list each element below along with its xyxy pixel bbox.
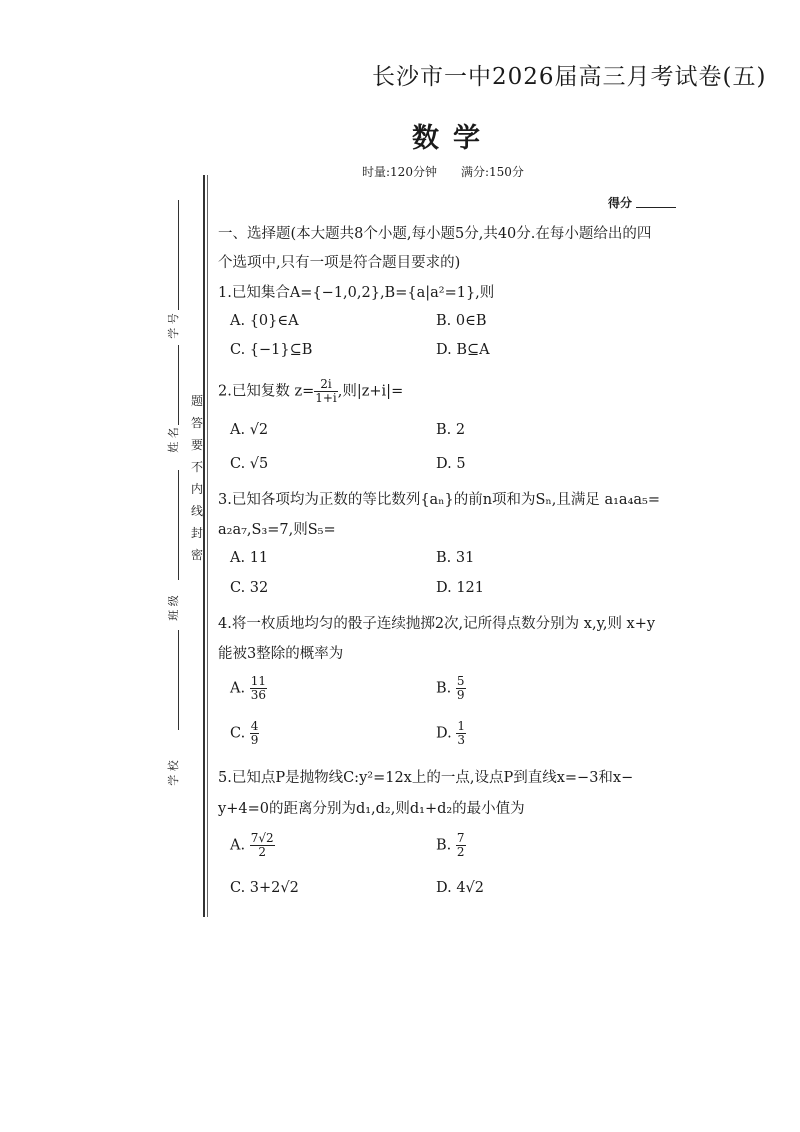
option-letter: D. — [436, 725, 452, 742]
field-line-student-id — [178, 200, 179, 310]
question-5-option-d: D. 4√2 — [436, 880, 485, 896]
question-1-stem: 1.已知集合A={−1,0,2},B={a|a²=1},则 — [218, 285, 495, 301]
fraction-numerator: 7√2 — [250, 831, 274, 845]
question-3-option-a: A. 11 — [230, 550, 269, 566]
seal-notice — [190, 390, 204, 566]
section-heading: 一、选择题(本大题共8个小题,每小题5分,共40分.在每小题给出的四 — [218, 226, 652, 242]
seal-char: 题 — [190, 394, 203, 408]
subject-title: 数学 — [412, 123, 494, 154]
fraction-denominator: 9 — [456, 688, 465, 702]
question-2-stem — [218, 378, 403, 405]
option-letter: C. — [230, 725, 246, 742]
option-fraction — [250, 675, 267, 702]
question-5-stem-cont: y+4=0的距离分别为d₁,d₂,则d₁+d₂的最小值为 — [218, 801, 525, 817]
question-2-option-d: D. 5 — [436, 456, 466, 472]
question-3-stem: 3.已知各项均为正数的等比数列{aₙ}的前n项和为Sₙ,且满足 a₁a₄a₅= — [218, 492, 660, 508]
question-2-stem-suffix: ,则|z+i|= — [337, 383, 404, 400]
option-letter: B. — [436, 837, 452, 854]
fraction-numerator: 1 — [457, 719, 465, 733]
field-label-name: 姓 名 — [166, 427, 180, 453]
question-4-option-b — [436, 675, 466, 702]
question-5-option-b — [436, 832, 466, 859]
question-1-option-b: B. 0∈B — [436, 313, 487, 329]
question-4-stem: 4.将一枚质地均匀的骰子连续抛掷2次,记所得点数分别为 x,y,则 x+y — [218, 616, 656, 632]
option-fraction — [456, 720, 466, 747]
seal-char: 密 — [190, 548, 203, 562]
question-5-stem: 5.已知点P是抛物线C:y²=12x上的一点,设点P到直线x=−3和x− — [218, 770, 634, 786]
school-title: 长沙市一中2026届高三月考试卷(五) — [372, 64, 767, 90]
option-fraction — [456, 675, 466, 702]
question-1-option-a: A. {0}∈A — [230, 313, 299, 329]
option-fraction — [250, 832, 275, 859]
fraction-denominator: 3 — [457, 733, 465, 747]
field-line-class — [178, 470, 179, 580]
exam-info: 时量:120分钟 满分:150分 — [362, 165, 524, 179]
field-line-name — [178, 345, 179, 425]
fraction-denominator: 9 — [250, 733, 259, 747]
field-label-class: 班 级 — [166, 595, 180, 621]
fraction-numerator: 11 — [250, 674, 266, 688]
question-3-option-d: D. 121 — [436, 580, 485, 596]
fraction-numerator: 2i — [320, 377, 332, 391]
fraction-denominator: 2 — [250, 845, 275, 859]
question-4-option-d — [436, 720, 466, 747]
fraction-numerator: 7 — [456, 831, 465, 845]
option-letter: B. — [436, 680, 452, 697]
question-1-option-d: D. B⊆A — [436, 342, 490, 358]
question-4-option-c — [230, 720, 259, 747]
score-blank — [636, 207, 676, 208]
seal-char: 要 — [190, 438, 203, 452]
question-4-option-a — [230, 675, 267, 702]
seal-char: 封 — [190, 526, 203, 540]
fraction-numerator: 4 — [250, 719, 259, 733]
question-2-fraction — [314, 378, 338, 405]
option-fraction — [456, 832, 466, 859]
binding-inner-line — [207, 175, 208, 917]
score-label: 得分 — [608, 196, 633, 210]
question-3-option-b: B. 31 — [436, 550, 475, 566]
question-5-option-c: C. 3+2√2 — [230, 880, 299, 896]
question-5-option-a — [230, 832, 275, 859]
seal-char: 内 — [190, 482, 203, 496]
fraction-denominator: 36 — [250, 688, 266, 702]
seal-char: 答 — [190, 416, 203, 430]
question-3-option-c: C. 32 — [230, 580, 269, 596]
option-letter: A. — [230, 680, 246, 697]
fraction-numerator: 5 — [456, 674, 465, 688]
field-line-school — [178, 630, 179, 730]
field-label-school: 学 校 — [166, 760, 180, 786]
section-heading-cont: 个选项中,只有一项是符合题目要求的) — [218, 255, 461, 271]
question-2-option-c: C. √5 — [230, 456, 269, 472]
seal-char: 线 — [190, 504, 203, 518]
option-fraction — [250, 720, 260, 747]
seal-char: 不 — [190, 460, 203, 474]
fraction-denominator: 1+i — [315, 391, 337, 405]
question-2-option-a: A. √2 — [230, 422, 269, 438]
question-2-stem-prefix: 2.已知复数 z= — [218, 383, 315, 400]
question-4-stem-cont: 能被3整除的概率为 — [218, 646, 344, 662]
field-label-student-id: 学 号 — [166, 313, 180, 339]
option-letter: A. — [230, 837, 246, 854]
question-3-stem-cont: a₂a₇,S₃=7,则S₅= — [218, 522, 336, 538]
fraction-denominator: 2 — [456, 845, 465, 859]
question-2-option-b: B. 2 — [436, 422, 466, 438]
question-1-option-c: C. {−1}⊆B — [230, 342, 313, 358]
